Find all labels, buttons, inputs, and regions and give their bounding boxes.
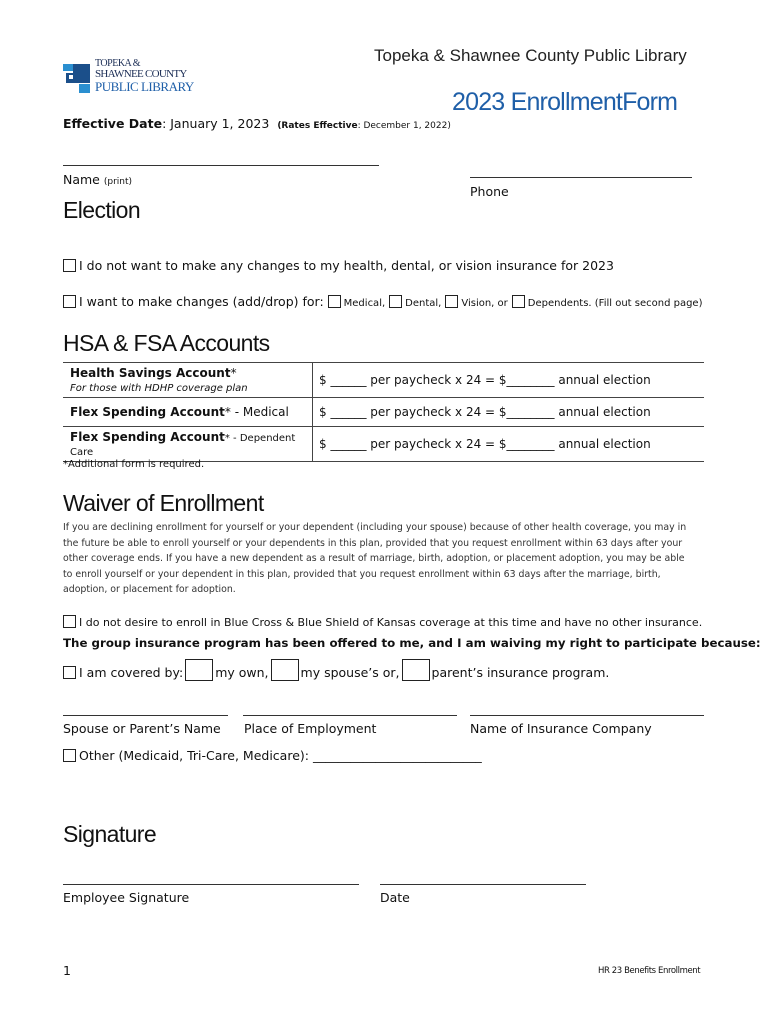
name-input-line[interactable] <box>63 165 379 166</box>
spouse-name-line[interactable] <box>63 715 228 716</box>
accounts-footnote: *Additional form is required. <box>63 459 205 470</box>
waiver-heading: Waiver of Enrollment <box>63 490 264 516</box>
decline-text: I do not desire to enroll in Blue Cross & Blue Shield of Kansas coverage at this time and have no other insurance. <box>79 616 703 629</box>
accounts-heading: HSA & FSA Accounts <box>63 330 270 356</box>
effective-date <box>63 116 451 131</box>
no-change-option[interactable] <box>63 258 614 273</box>
parent-box[interactable] <box>402 659 430 681</box>
medical-label: Medical, <box>343 298 386 309</box>
other-label: Other (Medicaid, Tri-Care, Medicare): ___________________________ <box>79 748 482 763</box>
own-label: my own, <box>215 665 269 680</box>
hsa-cell <box>63 363 313 398</box>
fsa-dependent-suffix: * - Dependent Care <box>70 433 296 458</box>
form-title <box>452 88 677 117</box>
fsa-medical-suffix: * - Medical <box>224 405 289 419</box>
name-field-label <box>63 172 132 187</box>
fsa-medical-amount[interactable]: $ ______ per paycheck x 24 = $________ annual election <box>313 398 705 427</box>
effective-date-label: Effective Date <box>63 116 163 131</box>
vision-label: Vision, or <box>461 298 508 309</box>
dependents-checkbox[interactable] <box>512 295 525 308</box>
employee-signature-label: Employee Signature <box>63 890 190 905</box>
phone-input-line[interactable] <box>470 177 692 178</box>
insurance-company-label: Name of Insurance Company <box>470 721 652 736</box>
other-checkbox[interactable] <box>63 749 76 762</box>
page-number: 1 <box>63 963 71 978</box>
logo-text-line1: TOPEKA & <box>95 58 140 69</box>
hsa-suffix: * <box>230 366 237 380</box>
vision-checkbox[interactable] <box>445 295 458 308</box>
covered-checkbox[interactable] <box>63 666 76 679</box>
fsa-dependent-amount[interactable]: $ ______ per paycheck x 24 = $________ annual election <box>313 427 705 462</box>
library-logo <box>63 60 211 98</box>
table-row <box>63 363 704 398</box>
document-code: HR 23 Benefits Enrollment <box>598 966 701 976</box>
make-changes-text: I want to make changes (add/drop) for: <box>79 294 324 309</box>
employment-label: Place of Employment <box>244 721 377 736</box>
waiving-statement: The group insurance program has been offered to me, and I am waiving my right to participate because: <box>63 636 761 650</box>
insurance-company-line[interactable] <box>470 715 704 716</box>
form-title-text: EnrollmentForm <box>510 88 678 116</box>
dental-checkbox[interactable] <box>389 295 402 308</box>
organization-name: Topeka & Shawnee County Public Library <box>374 46 687 65</box>
date-line[interactable] <box>380 884 586 885</box>
other-coverage-option[interactable] <box>63 748 482 763</box>
waiver-paragraph: If you are declining enrollment for yourself or your dependent (including your spouse) because of other health coverage, you may in the future be able to enroll yourself or your dependents in this plan, provided that you request enrollment within 63 days after your other coverage ends. If you have a new dependent as a result of marriage, birth, adoption, or placement adoption, you may be able to enroll yourself or your dependent in this plan, provided that you request enrollment within 63 days after the marriage, birth, adoption, or placement for adoption. <box>63 522 687 596</box>
own-box[interactable] <box>185 659 213 681</box>
covered-label: I am covered by: <box>79 665 184 680</box>
fsa-medical-cell <box>63 398 313 427</box>
date-label: Date <box>380 890 410 905</box>
signature-heading: Signature <box>63 821 157 847</box>
name-hint: (print) <box>103 177 133 187</box>
no-change-checkbox[interactable] <box>63 259 76 272</box>
make-changes-checkbox[interactable] <box>63 295 76 308</box>
effective-date-value: : January 1, 2023 <box>162 116 270 131</box>
rates-effective-value: : December 1, 2022) <box>357 121 451 131</box>
dental-label: Dental, <box>405 298 442 309</box>
spouse-label: my spouse’s or, <box>300 665 400 680</box>
medical-checkbox[interactable] <box>328 295 341 308</box>
accounts-table <box>63 362 704 462</box>
logo-text-line2: SHAWNEE COUNTY <box>95 68 187 80</box>
fsa-dependent-cell <box>63 427 313 462</box>
decline-option[interactable] <box>63 615 702 629</box>
hsa-name: Health Savings Account <box>70 366 231 380</box>
fsa-medical-name: Flex Spending Account <box>70 405 225 419</box>
logo-text-line3: PUBLIC LIBRARY <box>95 79 194 94</box>
dependents-label: Dependents. (Fill out second page) <box>527 298 703 309</box>
parent-label: parent’s insurance program. <box>431 665 610 680</box>
fsa-dependent-name: Flex Spending Account <box>70 430 225 444</box>
form-year: 2023 <box>452 88 505 116</box>
spouse-name-label: Spouse or Parent’s Name <box>63 721 221 736</box>
election-heading: Election <box>63 197 141 223</box>
spouse-box[interactable] <box>271 659 299 681</box>
make-changes-option[interactable] <box>63 294 702 309</box>
decline-checkbox[interactable] <box>63 615 76 628</box>
name-label: Name <box>63 172 100 187</box>
no-change-text: I do not want to make any changes to my health, dental, or vision insurance for 2023 <box>79 258 614 273</box>
employment-line[interactable] <box>243 715 457 716</box>
phone-label: Phone <box>470 184 509 199</box>
hsa-amount[interactable]: $ ______ per paycheck x 24 = $________ annual election <box>313 363 705 398</box>
rates-effective-label: (Rates Effective <box>277 121 358 131</box>
hsa-subtext: For those with HDHP coverage plan <box>70 383 248 394</box>
table-row <box>63 427 704 462</box>
table-row <box>63 398 704 427</box>
employee-signature-line[interactable] <box>63 884 359 885</box>
covered-by-row <box>63 659 609 681</box>
